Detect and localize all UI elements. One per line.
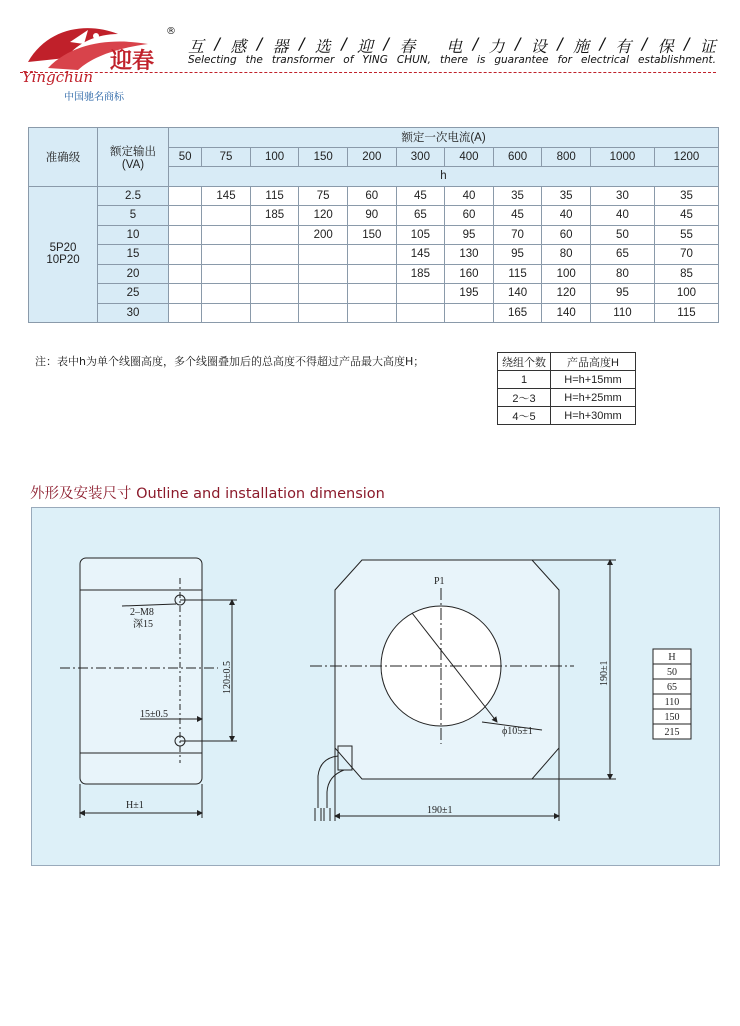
h-value-cell: 55 xyxy=(654,225,718,245)
slogan-cn-char: 选 xyxy=(314,37,331,56)
h-value-cell xyxy=(347,245,396,265)
winding-count: 4～5 xyxy=(498,407,551,425)
h-value-cell: 85 xyxy=(654,264,718,284)
winding-height: H=h+15mm xyxy=(551,371,636,389)
h-value-cell: 45 xyxy=(396,186,445,206)
label-m8: 2–M8 xyxy=(130,607,154,618)
h-value-cell xyxy=(347,284,396,304)
h-table-head: H xyxy=(668,652,676,663)
h-value-cell xyxy=(250,284,299,304)
slogan-cn-sep: / xyxy=(641,34,648,53)
brand-tagline: 中国驰名商标 xyxy=(64,92,124,103)
output-va-cell: 10 xyxy=(98,225,169,245)
h-table-value: 150 xyxy=(664,712,680,723)
h-value-cell: 65 xyxy=(396,206,445,226)
label-depth: 深15 xyxy=(133,619,153,630)
h-value-cell: 165 xyxy=(493,303,542,323)
slogan-cn-char: 感 xyxy=(230,37,247,56)
slogan-cn-char: 有 xyxy=(615,37,632,56)
slogan-cn-sep: / xyxy=(514,34,521,53)
h-value-cell: 115 xyxy=(654,303,718,323)
slogan-cn-char: 设 xyxy=(530,37,547,56)
slogan-cn-char: 互 xyxy=(188,37,205,56)
h-value-cell: 160 xyxy=(445,264,494,284)
current-col-header: 300 xyxy=(396,147,445,167)
table-row xyxy=(29,264,719,284)
winding-head-count: 绕组个数 xyxy=(498,353,551,371)
h-value-cell: 60 xyxy=(542,225,591,245)
h-value-cell xyxy=(250,303,299,323)
output-va-cell: 25 xyxy=(98,284,169,304)
h-value-cell xyxy=(169,206,202,226)
accuracy-class-l1: 5P20 xyxy=(49,242,77,255)
slogan-en-word: establishment. xyxy=(638,54,716,66)
slogan-cn-char: 迎 xyxy=(357,37,374,56)
slogan-cn-char: 证 xyxy=(699,37,716,56)
h-value-cell: 100 xyxy=(542,264,591,284)
h-value-cell: 35 xyxy=(654,186,718,206)
h-value-cell: 45 xyxy=(654,206,718,226)
h-value-cell: 185 xyxy=(396,264,445,284)
current-col-header: 200 xyxy=(347,147,396,167)
current-col-header: 150 xyxy=(299,147,348,167)
slogan-cn-char: 电 xyxy=(446,37,463,56)
h-value-cell: 115 xyxy=(493,264,542,284)
output-header-l2: (VA) xyxy=(121,158,145,171)
h-value-cell xyxy=(250,245,299,265)
table-row xyxy=(29,206,719,226)
h-value-cell xyxy=(202,206,251,226)
side-view xyxy=(60,558,237,818)
output-va-cell: 20 xyxy=(98,264,169,284)
output-va-cell: 5 xyxy=(98,206,169,226)
h-value-cell: 130 xyxy=(445,245,494,265)
h-table-value: 215 xyxy=(664,727,680,738)
outline-drawing xyxy=(31,507,720,866)
h-value-cell: 120 xyxy=(542,284,591,304)
h-value-cell xyxy=(202,245,251,265)
slogan-cn-sep: / xyxy=(557,34,563,53)
table-row xyxy=(29,225,719,245)
header-divider xyxy=(20,72,716,73)
slogan-cn-sep: / xyxy=(383,34,389,53)
h-value-cell: 70 xyxy=(654,245,718,265)
h-value-cell: 95 xyxy=(590,284,654,304)
h-value-cell xyxy=(347,303,396,323)
h-value-cell: 195 xyxy=(445,284,494,304)
current-col-header: 75 xyxy=(202,147,251,167)
h-value-cell: 80 xyxy=(542,245,591,265)
h-value-cell: 80 xyxy=(590,264,654,284)
label-phi: ϕ105±1 xyxy=(502,726,533,737)
output-header xyxy=(98,128,169,187)
h-value-cell xyxy=(396,303,445,323)
h-value-cell: 45 xyxy=(493,206,542,226)
h-value-cell xyxy=(169,284,202,304)
brand-script: Yingchun xyxy=(22,68,94,86)
output-va-cell: 2.5 xyxy=(98,186,169,206)
label-120: 120±0.5 xyxy=(222,661,233,694)
slogan-en-word: CHUN, xyxy=(396,54,431,66)
h-value-cell: 120 xyxy=(299,206,348,226)
label-15: 15±0.5 xyxy=(140,709,168,720)
slogan-en-word: transformer xyxy=(271,54,335,66)
label-190-h: 190±1 xyxy=(427,805,453,816)
current-header: 额定一次电流(A) xyxy=(169,128,719,148)
h-value-cell: 35 xyxy=(493,186,542,206)
slogan-cn-char: 春 xyxy=(399,37,416,56)
registered-mark: ® xyxy=(166,26,176,37)
slogan-en-word: Selecting xyxy=(188,54,237,66)
winding-count: 1 xyxy=(498,371,551,389)
side-body xyxy=(80,558,202,784)
h-value-cell: 95 xyxy=(445,225,494,245)
current-col-header: 1200 xyxy=(654,147,718,167)
section-title: 外形及安装尺寸 Outline and installation dimension xyxy=(30,486,385,502)
label-p1: P1 xyxy=(434,576,445,587)
current-col-header: 400 xyxy=(445,147,494,167)
h-value-cell: 145 xyxy=(202,186,251,206)
slogan-cn-char: 器 xyxy=(272,37,289,56)
h-value-cell: 40 xyxy=(542,206,591,226)
h-value-cell xyxy=(202,264,251,284)
output-va-cell: 30 xyxy=(98,303,169,323)
h-value-cell: 60 xyxy=(347,186,396,206)
yingchun-logo xyxy=(18,12,178,92)
h-table-value: 110 xyxy=(664,697,680,708)
h-value-cell: 40 xyxy=(445,186,494,206)
slogan-en-word: for xyxy=(557,54,572,66)
slogan-cn-sep: / xyxy=(472,34,479,53)
h-value-cell: 60 xyxy=(445,206,494,226)
slogan-cn-sep: / xyxy=(599,34,605,53)
h-table-value: 65 xyxy=(667,682,677,693)
slogan-en-word: is xyxy=(476,54,486,66)
h-value-cell: 40 xyxy=(590,206,654,226)
table-row xyxy=(29,303,719,323)
h-value-cell: 140 xyxy=(493,284,542,304)
current-col-header: 50 xyxy=(169,147,202,167)
output-header-l1: 额定输出 xyxy=(110,145,156,158)
h-value-cell: 90 xyxy=(347,206,396,226)
label-190-v: 190±1 xyxy=(599,660,610,686)
slogan-cn-char: 保 xyxy=(657,37,674,56)
h-value-cell xyxy=(299,264,348,284)
winding-height: H=h+25mm xyxy=(551,389,636,407)
spec-table xyxy=(28,127,719,323)
slogan-cn-sep: / xyxy=(214,34,220,53)
h-value-cell xyxy=(169,264,202,284)
h-value-cell xyxy=(250,225,299,245)
h-value-cell xyxy=(299,245,348,265)
h-value-cell: 70 xyxy=(493,225,542,245)
front-view xyxy=(310,560,616,821)
h-value-cell xyxy=(169,225,202,245)
h-value-cell: 35 xyxy=(542,186,591,206)
slogan-cn-sep: / xyxy=(683,34,690,53)
h-value-cell: 100 xyxy=(654,284,718,304)
winding-height: H=h+30mm xyxy=(551,407,636,425)
h-value-cell xyxy=(202,225,251,245)
slogan-en-word: the xyxy=(245,54,263,66)
h-value-cell xyxy=(445,303,494,323)
accuracy-header: 准确级 xyxy=(29,128,98,187)
slogan-en-word: guarantee xyxy=(494,54,549,66)
h-value-cell xyxy=(169,303,202,323)
table-row xyxy=(29,284,719,304)
slogan-en-word: there xyxy=(439,54,468,66)
table-row xyxy=(29,245,719,265)
slogan-en-word: of xyxy=(343,54,354,66)
h-value-cell: 150 xyxy=(347,225,396,245)
slogan-cn-sep: / xyxy=(298,34,305,53)
h-value-cell xyxy=(169,186,202,206)
h-value-cell: 105 xyxy=(396,225,445,245)
slogan-en xyxy=(188,54,716,66)
winding-table xyxy=(497,352,636,425)
brand-cn: 迎春 xyxy=(110,49,155,74)
h-value-cell xyxy=(299,303,348,323)
h-value-cell: 50 xyxy=(590,225,654,245)
slogan-en-word: YING xyxy=(362,54,388,66)
slogan-cn-sep: / xyxy=(341,34,347,53)
slogan-cn-char: 力 xyxy=(488,37,505,56)
h-value-cell xyxy=(202,303,251,323)
h-label: h xyxy=(169,167,719,187)
slogan-cn-char: 施 xyxy=(573,37,590,56)
h-value-cell: 140 xyxy=(542,303,591,323)
h-value-cell: 75 xyxy=(299,186,348,206)
h-value-cell: 145 xyxy=(396,245,445,265)
current-col-header: 600 xyxy=(493,147,542,167)
h-value-cell: 115 xyxy=(250,186,299,206)
h-table-value: 50 xyxy=(667,667,677,678)
h-value-cell: 30 xyxy=(590,186,654,206)
h-value-cell: 110 xyxy=(590,303,654,323)
current-col-header: 100 xyxy=(250,147,299,167)
winding-head-height: 产品高度H xyxy=(551,353,636,371)
h-value-cell: 185 xyxy=(250,206,299,226)
table-note: 注：表中h为单个线圈高度，多个线圈叠加后的总高度不得超过产品最大高度H； xyxy=(35,355,425,368)
accuracy-class-cell xyxy=(29,186,98,323)
label-hw: H±1 xyxy=(126,800,144,811)
accuracy-class-l2: 10P20 xyxy=(46,254,80,267)
table-row xyxy=(29,186,719,206)
h-value-cell xyxy=(202,284,251,304)
h-value-cell: 200 xyxy=(299,225,348,245)
current-col-header: 800 xyxy=(542,147,591,167)
h-value-cell xyxy=(396,284,445,304)
slogan-en-word: electrical xyxy=(580,54,630,66)
output-va-cell: 15 xyxy=(98,245,169,265)
winding-count: 2～3 xyxy=(498,389,551,407)
h-value-cell xyxy=(250,264,299,284)
slogan-cn-sep: / xyxy=(256,34,263,53)
outline-drawing-svg xyxy=(32,508,719,865)
h-value-cell: 65 xyxy=(590,245,654,265)
h-value-cell: 95 xyxy=(493,245,542,265)
h-value-cell xyxy=(169,245,202,265)
current-col-header: 1000 xyxy=(590,147,654,167)
h-value-cell xyxy=(347,264,396,284)
h-value-cell xyxy=(299,284,348,304)
